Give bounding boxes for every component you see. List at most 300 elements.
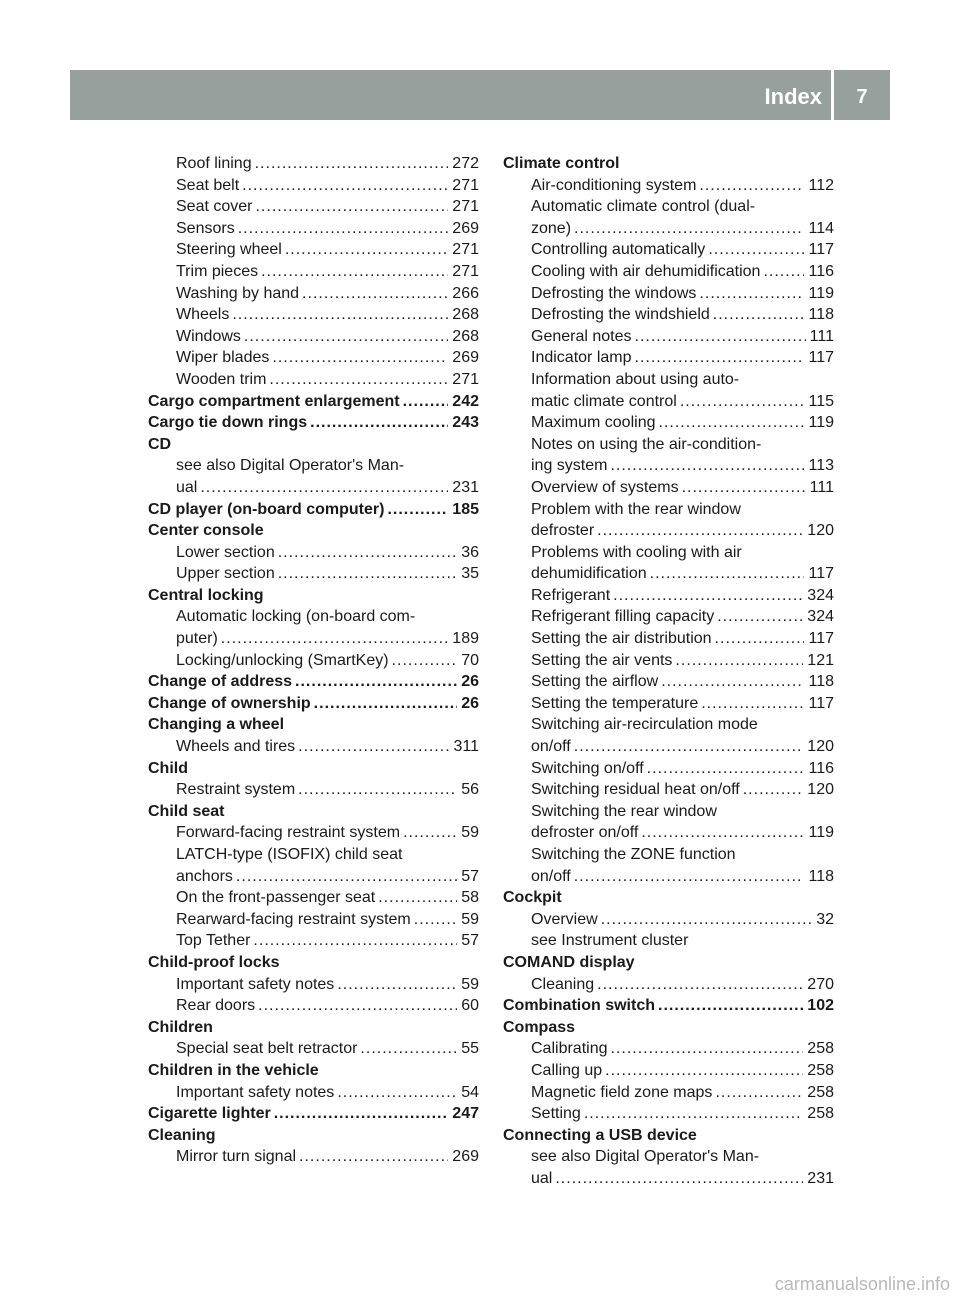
entry-text: Indicator lamp [531,349,632,367]
index-entry [148,866,479,888]
index-entry [148,995,479,1017]
dot-leader [641,822,804,844]
dot-leader [635,326,806,348]
section-title: Index [764,84,822,109]
index-entry [148,175,479,197]
entry-text: see Instrument cluster [531,932,689,950]
page-ref: 117 [808,349,834,367]
dot-leader [302,283,448,305]
entry-text: Overview of systems [531,478,679,496]
index-entry [148,1146,479,1168]
entry-text: Calibrating [531,1040,608,1058]
dot-leader [387,499,448,521]
index-entry [503,758,834,780]
index-entry [148,261,479,283]
index-entry [148,822,479,844]
dot-leader [278,563,457,585]
page-ref: 32 [816,910,834,928]
dot-leader [200,477,448,499]
page-ref: 116 [808,759,834,777]
page-ref: 269 [452,1148,479,1166]
page-ref: 56 [461,781,479,799]
index-entry [148,369,479,391]
dot-leader [650,563,805,585]
entry-text: Rear doors [176,997,256,1015]
dot-leader [272,347,448,369]
dot-leader [299,1146,448,1168]
page-ref: 269 [452,219,479,237]
entry-text: Rearward-facing restraint system [176,910,411,928]
dot-leader [298,736,449,758]
page-ref: 59 [461,910,479,928]
page-ref: 118 [808,673,834,691]
dot-leader [715,628,805,650]
dot-leader [597,520,803,542]
index-entry [503,844,834,866]
dot-leader [605,1060,803,1082]
entry-text: Automatic climate control (dual- [531,198,756,216]
index-entry [148,606,479,628]
page-ref: 324 [807,608,834,626]
entry-text: ing system [531,457,608,475]
entry-text: Setting the temperature [531,694,699,712]
page-ref: 117 [808,694,834,712]
page-ref: 119 [808,824,834,842]
entry-text: Cigarette lighter [148,1105,271,1123]
dot-leader [715,1082,803,1104]
entry-text: Upper section [176,565,275,583]
page-ref: 271 [452,262,479,280]
entry-text: Cockpit [503,889,562,907]
index-entry [503,477,834,499]
entry-text: Changing a wheel [148,716,285,734]
dot-leader [274,1103,449,1125]
dot-leader [378,887,457,909]
page-ref: 258 [807,1083,834,1101]
page-ref: 121 [807,651,834,669]
entry-text: defroster [531,522,595,540]
entry-text: puter) [176,630,218,648]
entry-text: Seat cover [176,198,253,216]
index-heading [148,1125,479,1147]
dot-leader [244,326,448,348]
entry-text: Children in the vehicle [148,1061,319,1079]
page-ref: 324 [807,586,834,604]
page-ref: 258 [807,1061,834,1079]
entry-text: Combination switch [503,997,655,1015]
entry-text: Setting the air vents [531,651,673,669]
entry-text: Refrigerant filling capacity [531,608,715,626]
page-ref: 117 [808,630,834,648]
index-entry [503,1060,834,1082]
page-ref: 231 [807,1169,834,1187]
index-column-left [148,153,479,1168]
page-ref: 185 [452,500,479,518]
page-ref: 120 [807,522,834,540]
index-entry [148,239,479,261]
page-number: 7 [856,86,868,108]
dot-leader [555,1168,803,1190]
entry-text: Central locking [148,586,264,604]
dot-leader [635,347,805,369]
dot-leader [574,736,804,758]
dot-leader [613,585,803,607]
index-entry [503,261,834,283]
dot-leader [337,974,457,996]
entry-text: Air-conditioning system [531,176,697,194]
page-ref: 117 [808,565,834,583]
index-entry [503,499,834,521]
entry-text: anchors [176,867,233,885]
index-entry [503,1103,834,1125]
page-ref: 36 [461,543,479,561]
dot-leader [236,866,457,888]
page-ref: 189 [452,630,479,648]
index-entry [148,974,479,996]
index-entry [148,779,479,801]
index-heading [148,585,479,607]
entry-text: Defrosting the windshield [531,306,710,324]
dot-leader [295,671,457,693]
entry-text: Center console [148,522,264,540]
dot-leader [680,391,805,413]
entry-text: Change of ownership [148,694,311,712]
index-heading [148,434,479,456]
dot-leader [584,1103,803,1125]
index-entry [503,930,834,952]
page-ref: 54 [461,1083,479,1101]
entry-text: Problems with cooling with air [531,543,742,561]
index-entry [503,650,834,672]
index-entry [503,347,834,369]
index-heading [148,801,479,823]
entry-text: defroster on/off [531,824,639,842]
page-ref: 258 [807,1105,834,1123]
page-ref: 271 [452,241,479,259]
dot-leader [253,930,457,952]
entry-text: Special seat belt retractor [176,1040,358,1058]
index-entry [503,693,834,715]
dot-leader [699,283,804,305]
index-heading [503,952,834,974]
index-entry [503,175,834,197]
index-heading [148,1017,479,1039]
entry-text: Cargo tie down rings [148,414,308,432]
entry-text: Wheels [176,306,230,324]
dot-leader [708,239,804,261]
entry-text: Overview [531,910,598,928]
entry-text: Cleaning [148,1126,216,1144]
dot-leader [242,175,448,197]
index-entry [503,304,834,326]
index-entry [503,1168,834,1190]
index-entry [503,391,834,413]
entry-text: Child seat [148,802,225,820]
page-ref: 119 [808,414,834,432]
dot-leader [255,153,449,175]
index-heading [148,1060,479,1082]
entry-text: Sensors [176,219,235,237]
index-entry [503,1082,834,1104]
page-ref: 112 [808,176,834,194]
index-entry [503,1146,834,1168]
page-ref: 269 [452,349,479,367]
entry-text: Wooden trim [176,370,267,388]
dot-leader [658,995,803,1017]
page-ref: 118 [808,867,834,885]
page-ref: 119 [808,284,834,302]
index-heading [148,952,479,974]
entry-text: Cleaning [531,975,595,993]
entry-text: Automatic locking (on-board com- [176,608,416,626]
index-entry [503,369,834,391]
index-entry [148,844,479,866]
dot-leader [403,822,457,844]
entry-text: Information about using auto- [531,370,740,388]
page-ref: 311 [453,738,479,756]
dot-leader [675,650,803,672]
index-entry [503,671,834,693]
entry-text: Trim pieces [176,262,259,280]
page-ref: 243 [452,414,479,432]
page-ref: 231 [452,478,479,496]
page-ref: 26 [461,673,479,691]
index-entry [503,801,834,823]
entry-text: matic climate control [531,392,677,410]
dot-leader [699,175,804,197]
index-entry [503,326,834,348]
index-entry [148,218,479,240]
entry-text: Calling up [531,1061,603,1079]
entry-text: Washing by hand [176,284,300,302]
index-entry [148,326,479,348]
entry-text: Compass [503,1018,576,1036]
dot-leader [238,218,449,240]
dot-leader [647,758,805,780]
entry-text: Switching residual heat on/off [531,781,740,799]
entry-text: Steering wheel [176,241,282,259]
page-ref: 270 [807,975,834,993]
page-ref: 268 [452,327,479,345]
index-entry [148,930,479,952]
index-entry [503,714,834,736]
entry-text: Wiper blades [176,349,270,367]
index-entry [503,455,834,477]
entry-text: Switching the rear window [531,802,717,820]
index-heading [503,153,834,175]
entry-text: CD player (on-board computer) [148,500,385,518]
index-entry [148,196,479,218]
index-heading [148,412,479,434]
index-entry [503,779,834,801]
index-entry [503,434,834,456]
page-ref: 59 [461,975,479,993]
entry-text: Setting [531,1105,581,1123]
index-entry [503,218,834,240]
entry-text: Child-proof locks [148,953,280,971]
page-ref: 117 [808,241,834,259]
index-entry [148,909,479,931]
index-entry [503,909,834,931]
page-ref: 57 [461,932,479,950]
page-ref: 60 [461,997,479,1015]
entry-text: see also Digital Operator's Man- [531,1148,760,1166]
dot-leader [597,974,803,996]
index-entry [148,153,479,175]
entry-text: dehumidification [531,565,647,583]
entry-text: Child [148,759,188,777]
index-entry [503,239,834,261]
entry-text: Top Tether [176,932,251,950]
index-entry [148,650,479,672]
index-heading [148,1103,479,1125]
entry-text: Important safety notes [176,975,335,993]
entry-text: Notes on using the air-condition- [531,435,762,453]
dot-leader [278,542,457,564]
page-ref: 59 [461,824,479,842]
index-entry [148,304,479,326]
page-ref: 116 [808,262,834,280]
entry-text: Switching the ZONE function [531,846,736,863]
page-ref: 271 [452,176,479,194]
page-ref: 247 [452,1105,479,1123]
page-ref: 115 [808,392,834,410]
entry-text: Climate control [503,155,620,172]
dot-leader [717,606,803,628]
index-heading [503,1017,834,1039]
page-ref: 242 [452,392,479,410]
index-entry [148,1082,479,1104]
page-ref: 268 [452,306,479,324]
entry-text: Mirror turn signal [176,1148,297,1166]
dot-leader [314,693,458,715]
entry-text: Roof lining [176,155,252,172]
dot-leader [261,261,448,283]
page-ref: 58 [461,889,479,907]
index-entry [503,606,834,628]
page-ref: 111 [809,327,834,345]
entry-text: zone) [531,219,572,237]
dot-leader [658,412,804,434]
index-entry [503,628,834,650]
entry-text: Forward-facing restraint system [176,824,401,842]
index-entry [503,283,834,305]
dot-leader [403,391,449,413]
entry-text: Setting the air distribution [531,630,712,648]
dot-leader [255,196,448,218]
watermark: carmanualsonline.info [774,1274,950,1294]
index-heading [503,887,834,909]
index-entry [148,542,479,564]
page-ref: 102 [807,997,834,1015]
index-heading [503,1125,834,1147]
entry-text: Connecting a USB device [503,1126,697,1144]
entry-text: Children [148,1018,213,1036]
dot-leader [360,1038,457,1060]
dot-leader [310,412,448,434]
index-entry [148,563,479,585]
entry-text: Defrosting the windows [531,284,697,302]
dot-leader [232,304,448,326]
index-heading [148,520,479,542]
entry-text: Restraint system [176,781,296,799]
entry-text: COMAND display [503,953,635,971]
page-ref: 120 [807,738,834,756]
entry-text: Controlling automatically [531,241,706,259]
index-entry [148,887,479,909]
index-entry [503,822,834,844]
entry-text: Windows [176,327,241,345]
dot-leader [392,650,458,672]
index-entry [503,585,834,607]
index-heading [503,995,834,1017]
index-heading [148,758,479,780]
dot-leader [601,909,813,931]
page-ref: 118 [808,306,834,324]
entry-text: Wheels and tires [176,738,296,756]
dot-leader [414,909,457,931]
entry-text: Important safety notes [176,1083,335,1101]
index-entry [503,974,834,996]
index-entry [503,563,834,585]
entry-text: on/off [531,738,571,756]
index-entry [503,542,834,564]
dot-leader [610,455,804,477]
entry-text: Switching on/off [531,759,644,777]
index-heading [148,499,479,521]
index-entry [503,412,834,434]
entry-text: Problem with the rear window [531,500,741,518]
index-entry [503,866,834,888]
index-entry [148,283,479,305]
entry-text: Cargo compartment enlargement [148,392,400,410]
page-ref: 57 [461,867,479,885]
page-ref: 266 [452,284,479,302]
page-ref: 26 [461,694,479,712]
index-entry [148,347,479,369]
index-entry [503,196,834,218]
entry-text: ual [531,1169,553,1187]
page-ref: 272 [452,155,479,172]
entry-text: Maximum cooling [531,414,656,432]
dot-leader [285,239,448,261]
index-entry [148,455,479,477]
entry-text: Seat belt [176,176,240,194]
entry-text: Refrigerant [531,586,611,604]
dot-leader [337,1082,457,1104]
entry-text: CD [148,435,172,453]
entry-text: on/off [531,867,571,885]
page-ref: 113 [808,457,834,475]
entry-text: Locking/unlocking (SmartKey) [176,651,389,669]
page-ref: 114 [808,219,834,237]
index-heading [148,714,479,736]
index-entry [148,736,479,758]
index-entry [148,628,479,650]
dot-leader [258,995,457,1017]
dot-leader [763,261,804,283]
entry-text: On the front-passenger seat [176,889,376,907]
page-ref: 55 [461,1040,479,1058]
page-ref: 35 [461,565,479,583]
entry-text: LATCH-type (ISOFIX) child seat [176,846,403,863]
entry-text: ual [176,478,198,496]
page-ref: 271 [452,370,479,388]
page-ref: 111 [809,478,834,496]
entry-text: see also Digital Operator's Man- [176,457,405,475]
entry-text: Setting the airflow [531,673,659,691]
index-heading [148,671,479,693]
